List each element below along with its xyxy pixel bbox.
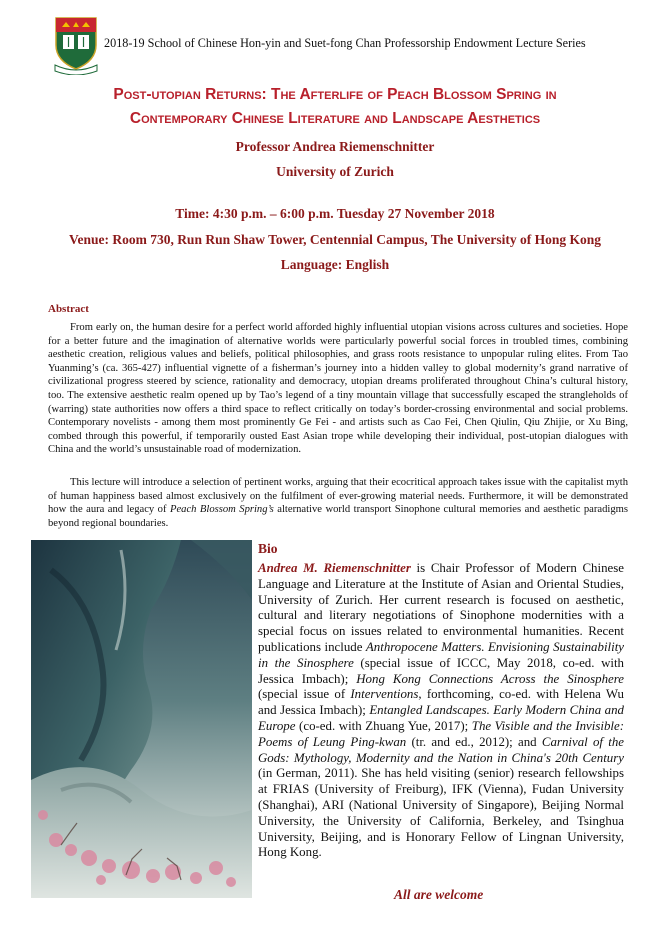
abstract-text-1: From early on, the human desire for a perfect world afforded highly influential utopian visions across cultures and societies. Hope for a better future and the imagination of alternative worlds were particularly powerful social forces in troubled times, combining aesthetic creation, religious values and beliefs, political philosophies, and grass roots resistance to unpopular ruling elites. From Tao Yuanming’s (ca. 365-427) influential vignette of a fisherman’s journey into a hidden valley to global modernity’s grand narrative of civilizational progress steered by science, rationality and democracy, utopian dreams proliferated throughout China’s cultural history, too. The extensive aesthetic realm opened up by Tao’s legend of a tiny mountain village that successfully escaped the strangleholds of (warring) state authorities now offers a third space to reflect critically on today’s border-crossing environmental and social problems. Contemporary novelists - among them most prominently Ge Fei - and artists such as Cao Fei, Chen Qiulin, Qiu Zhijie, or Xu Bing, combed through this powerful, if temporarily ousted East Asian trope while developing their individual, post-utopian dialogues with China and the world’s unsustainable road of modernization. — [48, 322, 628, 456]
bio-publication: Entangled Landscapes. Early Modern China and Europe — [258, 703, 624, 733]
bio-name: Andrea M. Riemenschnitter — [258, 561, 411, 575]
bio-segment: (special issue of — [258, 687, 351, 702]
speaker-name: Professor Andrea Riemenschnitter — [235, 139, 435, 154]
abstract-text-2-italic: Peach Blossom Spring’s — [169, 504, 274, 516]
bio-publication: Anthropocene Matters. Envisioning Sustainability in the Sinosphere — [258, 639, 624, 670]
header — [53, 15, 99, 75]
lecture-title-line-2: Contemporary Chinese Literature and Landscape Aesthetics — [129, 110, 541, 127]
bio-heading: Bio — [258, 541, 278, 556]
welcome-note: All are welcome — [394, 887, 484, 902]
bio-segment: (in German, 2011). She has held visiting (senior) research fellowships at FRIAS (University of Freiburg), IFK (Vienna), Fudan University (Shanghai), ARI (National University of Singapore), Beijing Normal University, the University of California, Berkeley, and Tsinghua University, Beijing, and is Honorary Fellow of Lingnan University, Hong Kong. — [258, 766, 624, 860]
abstract-text-2b: alternative world transport Sinophone cultural memories and aesthetic paradigms beyond regional boundaries. — [48, 504, 628, 529]
abstract-heading: Abstract — [48, 303, 89, 315]
lecture-series-title: 2018-19 School of Chinese Hon-yin and Suet-fong Chan Professorship Endowment Lecture Series — [104, 36, 586, 50]
bio-segment: (tr. and ed., 2012); and — [406, 734, 542, 749]
bio-segment: (co-ed. with Zhuang Yue, 2017); — [295, 718, 472, 733]
event-venue: Venue: Room 730, Run Run Shaw Tower, Centennial Campus, The University of Hong Kong — [68, 232, 602, 247]
landscape-painting — [31, 540, 252, 898]
event-language: Language: English — [280, 257, 390, 272]
bio-segment: , forthcoming, co-ed. with Helena Wu and Jessica Imbach); — [258, 687, 624, 718]
bio-text — [258, 561, 624, 861]
event-time: Time: 4:30 p.m. – 6:00 p.m. Tuesday 27 November 2018 — [175, 206, 495, 221]
lecture-title-line-1: Post-utopian Returns: The Afterlife of Peach Blossom Spring in — [113, 86, 557, 103]
bio-publication: Hong Kong Connections Across the Sinosphere — [356, 671, 624, 686]
bio-publication: Interventions — [350, 687, 419, 702]
abstract-paragraph-2 — [48, 476, 628, 530]
bio-publication: The Visible and the Invisible: Poems of Leung Ping-kwan — [258, 718, 624, 749]
abstract-text-2a: This lecture will introduce a selection of pertinent works, arguing that their ecocritical approach takes issue with the capitalist myth of human happiness based almost exclusively on the fulfilment of ever-growing material needs. Furthermore, it will be demonstrated how the aura and legacy of — [48, 477, 628, 516]
bio-segment: (special issue of ICCC, May 2018, co-ed. with Jessica Imbach); — [258, 655, 625, 686]
speaker-affiliation: University of Zurich — [276, 164, 394, 179]
abstract-paragraph-1 — [48, 321, 628, 457]
bio-publication: Carnival of the Gods: Mythology, Modernity and the Nation in China's 20th Century — [258, 734, 624, 765]
bio-segment: is Chair Professor of Modern Chinese Language and Literature at the Institute of Asian and Oriental Studies, University of Zurich. Her current research is focused on aesthetic, cultural and literary negotiations of Sinophone modernities with a special focus on issues related to environmental humanities. Recent publications include — [258, 561, 624, 654]
hku-crest-icon — [53, 15, 99, 75]
